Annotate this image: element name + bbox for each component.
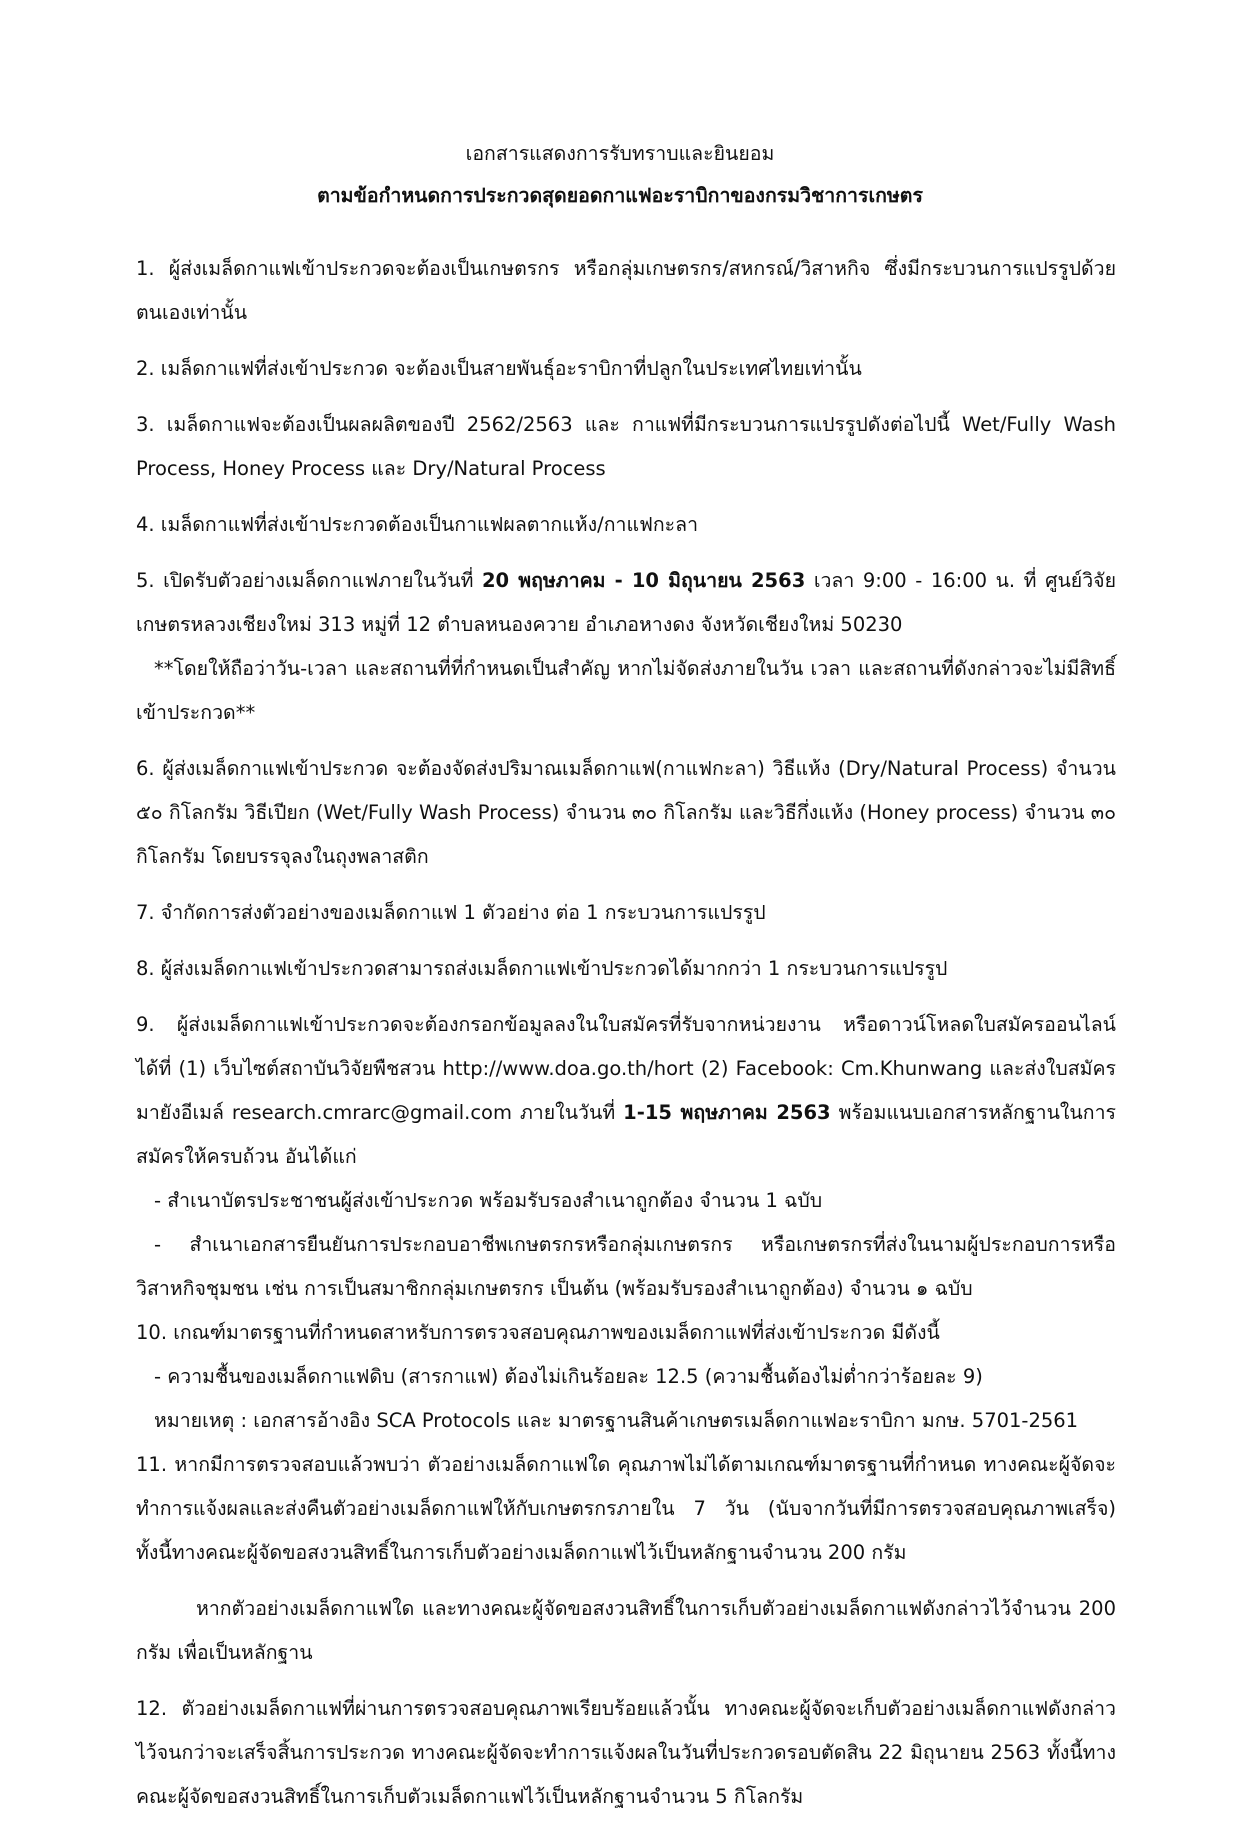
rule-12: 12. ตัวอย่างเมล็ดกาแฟที่ผ่านการตรวจสอบคุณภาพเรียบร้อยแล้วนั้น ทางคณะผู้จัดจะเก็บตัวอย่างเมล็ดกาแฟดังกล่าวไว้จนกว่าจะเสร็จสิ้นการประกวด ทางคณะผู้จัดจะทำการแจ้งผลในวันที่ประกวดรอบตัดสิน 22 มิถุนายน 2563 ทั้งนี้ทางคณะผู้จัดขอสงวนสิทธิ์ในการเก็บตัวเมล็ดกาแฟไว้เป็นหลักฐานจำนวน 5 กิโลกรัม bbox=[136, 1697, 1116, 1808]
rule-1: 1. ผู้ส่งเมล็ดกาแฟเข้าประกวดจะต้องเป็นเกษตรกร หรือกลุ่มเกษตรกร/สหกรณ์/วิสาหกิจ ซึ่งมีกระบวนการแปรรูปด้วยตนเองเท่านั้น bbox=[136, 257, 1116, 324]
rule-11-note: หากตัวอย่างเมล็ดกาแฟใด และทางคณะผู้จัดขอสงวนสิทธิ์ในการเก็บตัวอย่างเมล็ดกาแฟดังกล่าวไว้จำนวน 200 กรัม เพื่อเป็นหลักฐาน bbox=[136, 1597, 1116, 1664]
rule-5-dates: 20 พฤษภาคม - 10 มิถุนายน 2563 bbox=[481, 569, 806, 592]
document-title: เอกสารแสดงการรับทราบและยินยอม bbox=[465, 142, 775, 165]
rule-2: 2. เมล็ดกาแฟที่ส่งเข้าประกวด จะต้องเป็นสายพันธุ์อะราบิกาที่ปลูกในประเทศไทยเท่านั้น bbox=[136, 357, 862, 380]
rule-9-attach: พร้อมแนบเอกสารหลักฐานในการสมัครให้ครบถ้วน อันได้แก่ bbox=[136, 1101, 1116, 1168]
rule-7: 7. จำกัดการส่งตัวอย่างของเมล็ดกาแฟ 1 ตัวอย่าง ต่อ 1 กระบวนการแปรรูป bbox=[136, 901, 766, 924]
rule-5-text: 5. เปิดรับตัวอย่างเมล็ดกาแฟภายในวันที่ bbox=[136, 569, 482, 592]
rule-9-dates: 1-15 พฤษภาคม 2563 bbox=[623, 1101, 831, 1124]
document-body bbox=[136, 247, 1116, 1831]
rule-9-text: 9. ผู้ส่งเมล็ดกาแฟเข้าประกวดจะต้องกรอกข้อมูลลงในใบสมัครที่รับจากหน่วยงาน หรือดาวน์โหลดใบสมัครออนไลน์ได้ที่ (1) เว็บไซต์สถาบันวิจัยพืชสวน http://www.doa.go.th/hort (2) Facebook: Cm.Khunwang และส่งใบสมัครมายังอีเมล์ research.cmrarc@gmail.com ภายในวันที่ bbox=[136, 1013, 1116, 1124]
rule-10-moisture: - ความชื้นของเมล็ดกาแฟดิบ (สารกาแฟ) ต้องไม่เกินร้อยละ 12.5 (ความชื้นต้องไม่ต่ำกว่าร้อยละ 9) bbox=[154, 1365, 983, 1388]
rule-9-doc-b: - สำเนาเอกสารยืนยันการประกอบอาชีพเกษตรกรหรือกลุ่มเกษตรกร หรือเกษตรกรที่ส่งในนามผู้ประกอบการหรือวิสาหกิจชุมชน เช่น การเป็นสมาชิกกลุ่มเกษตรกร เป็นต้น (พร้อมรับรองสำเนาถูกต้อง) จำนวน ๑ ฉบับ bbox=[136, 1233, 1116, 1300]
rule-6: 6. ผู้ส่งเมล็ดกาแฟเข้าประกวด จะต้องจัดส่งปริมาณเมล็ดกาแฟ(กาแฟกะลา) วิธีแห้ง (Dry/Natural Process) จำนวน ๕๐ กิโลกรัม วิธีเปียก (Wet/Fully Wash Process) จำนวน ๓๐ กิโลกรัม และวิธีกึ่งแห้ง (Honey process) จำนวน ๓๐ กิโลกรัม โดยบรรจุลงในถุงพลาสติก bbox=[136, 757, 1116, 868]
rule-4: 4. เมล็ดกาแฟที่ส่งเข้าประกวดต้องเป็นกาแฟผลตากแห้ง/กาแฟกะลา bbox=[136, 513, 699, 536]
rule-8: 8. ผู้ส่งเมล็ดกาแฟเข้าประกวดสามารถส่งเมล็ดกาแฟเข้าประกวดได้มากกว่า 1 กระบวนการแปรรูป bbox=[136, 957, 948, 980]
rule-5-location: เวลา 9:00 - 16:00 น. ที่ ศูนย์วิจัยเกษตรหลวงเชียงใหม่ 313 หมู่ที่ 12 ตำบลหนองควาย อำเภอหางดง จังหวัดเชียงใหม่ 50230 bbox=[136, 569, 1117, 636]
rule-3: 3. เมล็ดกาแฟจะต้องเป็นผลผลิตของปี 2562/2563 และ กาแฟที่มีกระบวนการแปรรูปดังต่อไปนี้ Wet/Fully Wash Process, Honey Process และ Dry/Natural Process bbox=[136, 413, 1116, 480]
rule-5 bbox=[136, 559, 1116, 647]
rule-9-doc-a: - สำเนาบัตรประชาชนผู้ส่งเข้าประกวด พร้อมรับรองสำเนาถูกต้อง จำนวน 1 ฉบับ bbox=[154, 1189, 823, 1212]
rule-5-note: **โดยให้ถือว่าวัน-เวลา และสถานที่ที่กำหนดเป็นสำคัญ หากไม่จัดส่งภายในวัน เวลา และสถานที่ดังกล่าวจะไม่มีสิทธิ์เข้าประกวด** bbox=[136, 657, 1116, 724]
document-subtitle: ตามข้อกำหนดการประกวดสุดยอดกาแฟอะราบิกาของกรมวิชาการเกษตร bbox=[317, 184, 923, 207]
rule-11: 11. หากมีการตรวจสอบแล้วพบว่า ตัวอย่างเมล็ดกาแฟใด คุณภาพไม่ได้ตามเกณฑ์มาตรฐานที่กำหนด ทางคณะผู้จัดจะทำการแจ้งผลและส่งคืนตัวอย่างเมล็ดกาแฟให้กับเกษตรกรภายใน 7 วัน (นับจากวันที่มีการตรวจสอบคุณภาพเสร็จ) ทั้งนี้ทางคณะผู้จัดขอสงวนสิทธิ์ในการเก็บตัวอย่างเมล็ดกาแฟไว้เป็นหลักฐานจำนวน 200 กรัม bbox=[136, 1453, 1116, 1564]
rule-9 bbox=[136, 1003, 1116, 1179]
rule-10-note: หมายเหตุ : เอกสารอ้างอิง SCA Protocols และ มาตรฐานสินค้าเกษตรเมล็ดกาแฟอะราบิกา มกษ. 5701-2561 bbox=[154, 1409, 1079, 1432]
rule-10: 10. เกณฑ์มาตรฐานที่กำหนดสาหรับการตรวจสอบคุณภาพของเมล็ดกาแฟที่ส่งเข้าประกวด มีดังนี้ bbox=[136, 1321, 940, 1344]
